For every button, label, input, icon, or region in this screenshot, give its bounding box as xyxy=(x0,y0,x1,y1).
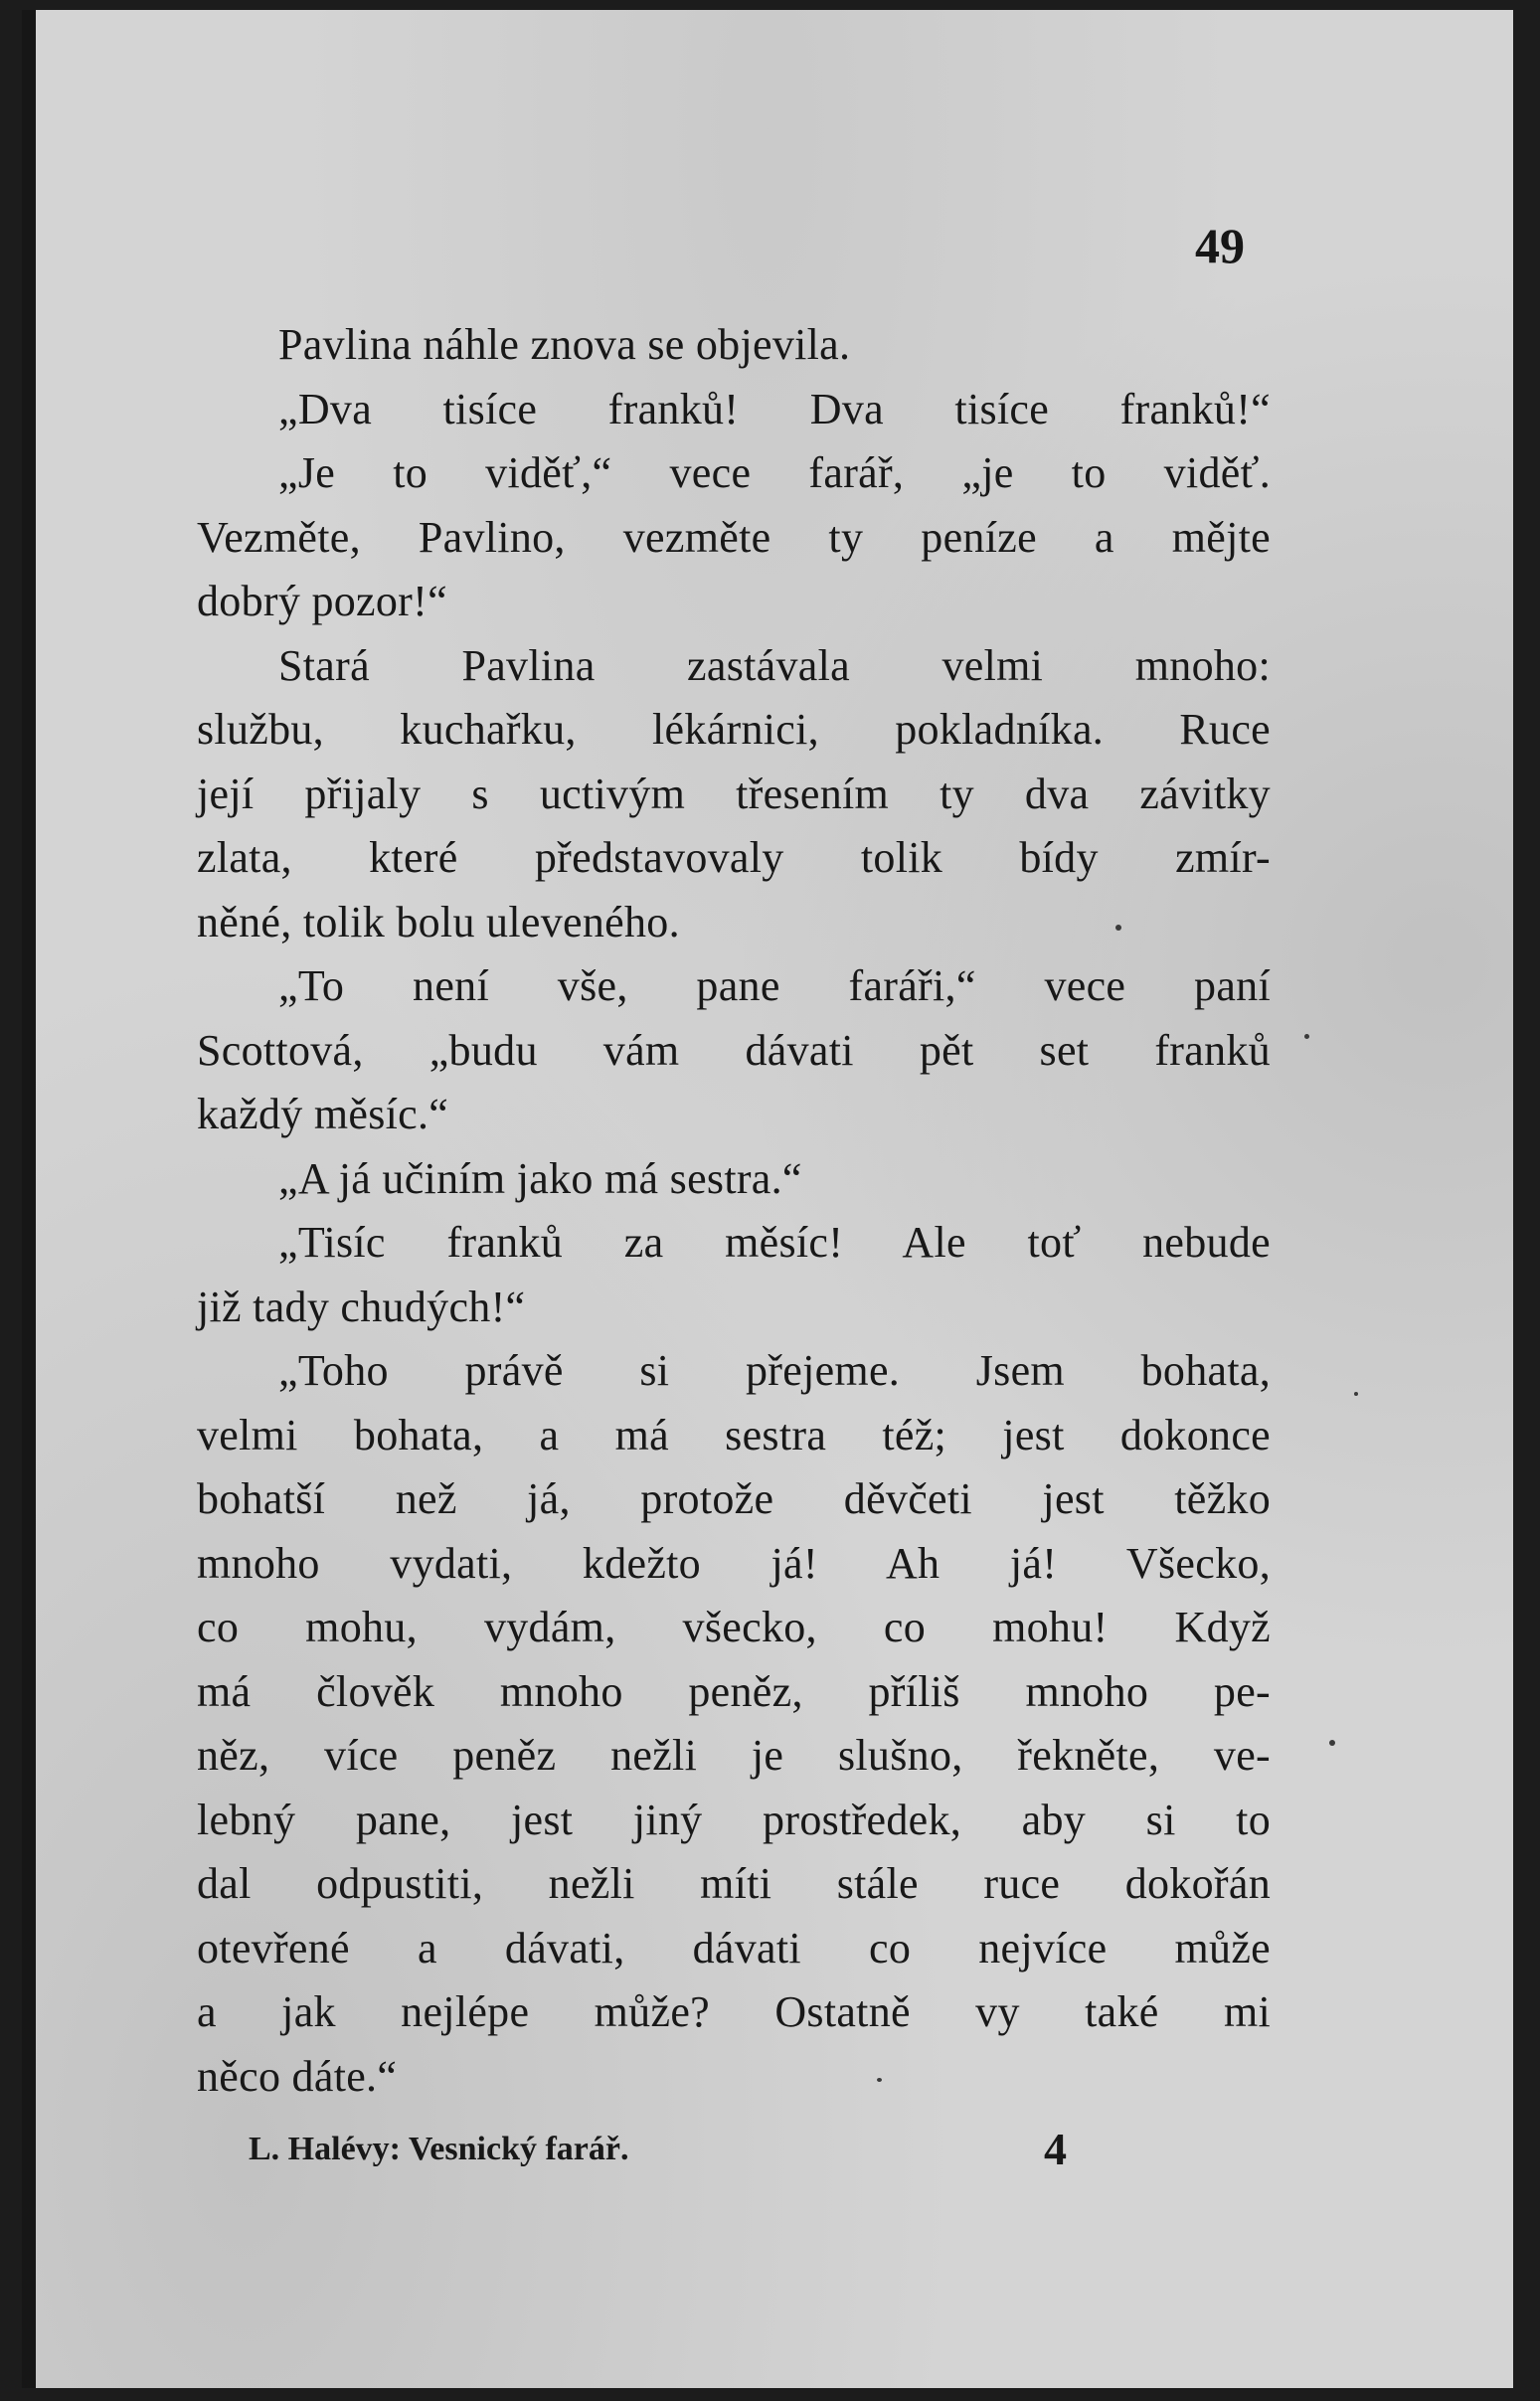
text-line: dal odpustiti, nežli míti stále ruce dokořán xyxy=(197,1859,1271,1908)
print-speck xyxy=(1329,1740,1335,1746)
footer-sheet-number: 4 xyxy=(1044,2124,1067,2174)
text-line: má člověk mnoho peněz, příliš mnoho pe- xyxy=(197,1666,1271,1716)
text-line: Vezměte, Pavlino, vezměte ty peníze a mějte xyxy=(197,512,1271,562)
text-line: každý měsíc.“ xyxy=(197,1090,449,1138)
text-line: „A já učiním jako má sestra.“ xyxy=(278,1153,802,1203)
text-line: velmi bohata, a má sestra též; jest dokonce xyxy=(197,1410,1271,1459)
text-line: zlata, které představovaly tolik bídy zmír- xyxy=(197,833,1271,882)
text-line: službu, kuchařku, lékárnici, pokladníka. Ruce xyxy=(197,705,1271,754)
body-text xyxy=(197,313,1271,2109)
text-line: lebný pane, jest jiný prostředek, aby si to xyxy=(197,1795,1271,1844)
text-line: již tady chudých!“ xyxy=(197,1282,526,1331)
text-line: „Dva tisíce franků! Dva tisíce franků!“ xyxy=(278,384,1271,433)
print-speck xyxy=(1304,1034,1309,1039)
page-footer xyxy=(249,2123,1104,2182)
text-line: Scottová, „budu vám dávati pět set franků xyxy=(197,1025,1271,1075)
page-edge-shadow xyxy=(22,10,36,2388)
text-line: něz, více peněz nežli je slušno, řekněte, ve- xyxy=(197,1731,1271,1780)
book-page xyxy=(22,10,1513,2388)
text-line: „Toho právě si přejeme. Jsem bohata, xyxy=(278,1346,1271,1395)
text-line: něco dáte.“ xyxy=(197,2051,398,2101)
text-line: „Tisíc franků za měsíc! Ale toť nebude xyxy=(278,1218,1271,1267)
text-line: otevřené a dávati, dávati co nejvíce může xyxy=(197,1923,1271,1972)
print-speck xyxy=(1115,925,1121,931)
text-line: mnoho vydati, kdežto já! Ah já! Všecko, xyxy=(197,1538,1271,1588)
print-speck xyxy=(1354,1392,1358,1396)
text-line: co mohu, vydám, všecko, co mohu! Když xyxy=(197,1603,1271,1651)
text-line: její přijaly s uctivým třesením ty dva závitky xyxy=(197,769,1271,818)
text-line: Stará Pavlina zastávala velmi mnoho: xyxy=(278,640,1271,690)
text-line: bohatší než já, protože děvčeti jest těžko xyxy=(197,1474,1271,1523)
print-speck xyxy=(877,2078,882,2082)
text-line: „Je to viděť,“ vece farář, „je to viděť. xyxy=(278,448,1271,497)
footer-signature: L. Halévy: Vesnický farář. xyxy=(249,2131,629,2167)
text-line: a jak nejlépe může? Ostatně vy také mi xyxy=(197,1987,1271,2036)
text-line: „To není vše, pane faráři,“ vece paní xyxy=(278,961,1271,1010)
page-number: 49 xyxy=(1195,218,1245,273)
text-line: dobrý pozor!“ xyxy=(197,577,447,625)
text-line: něné, tolik bolu uleveného. xyxy=(197,897,680,946)
text-line: Pavlina náhle znova se objevila. xyxy=(278,320,851,369)
